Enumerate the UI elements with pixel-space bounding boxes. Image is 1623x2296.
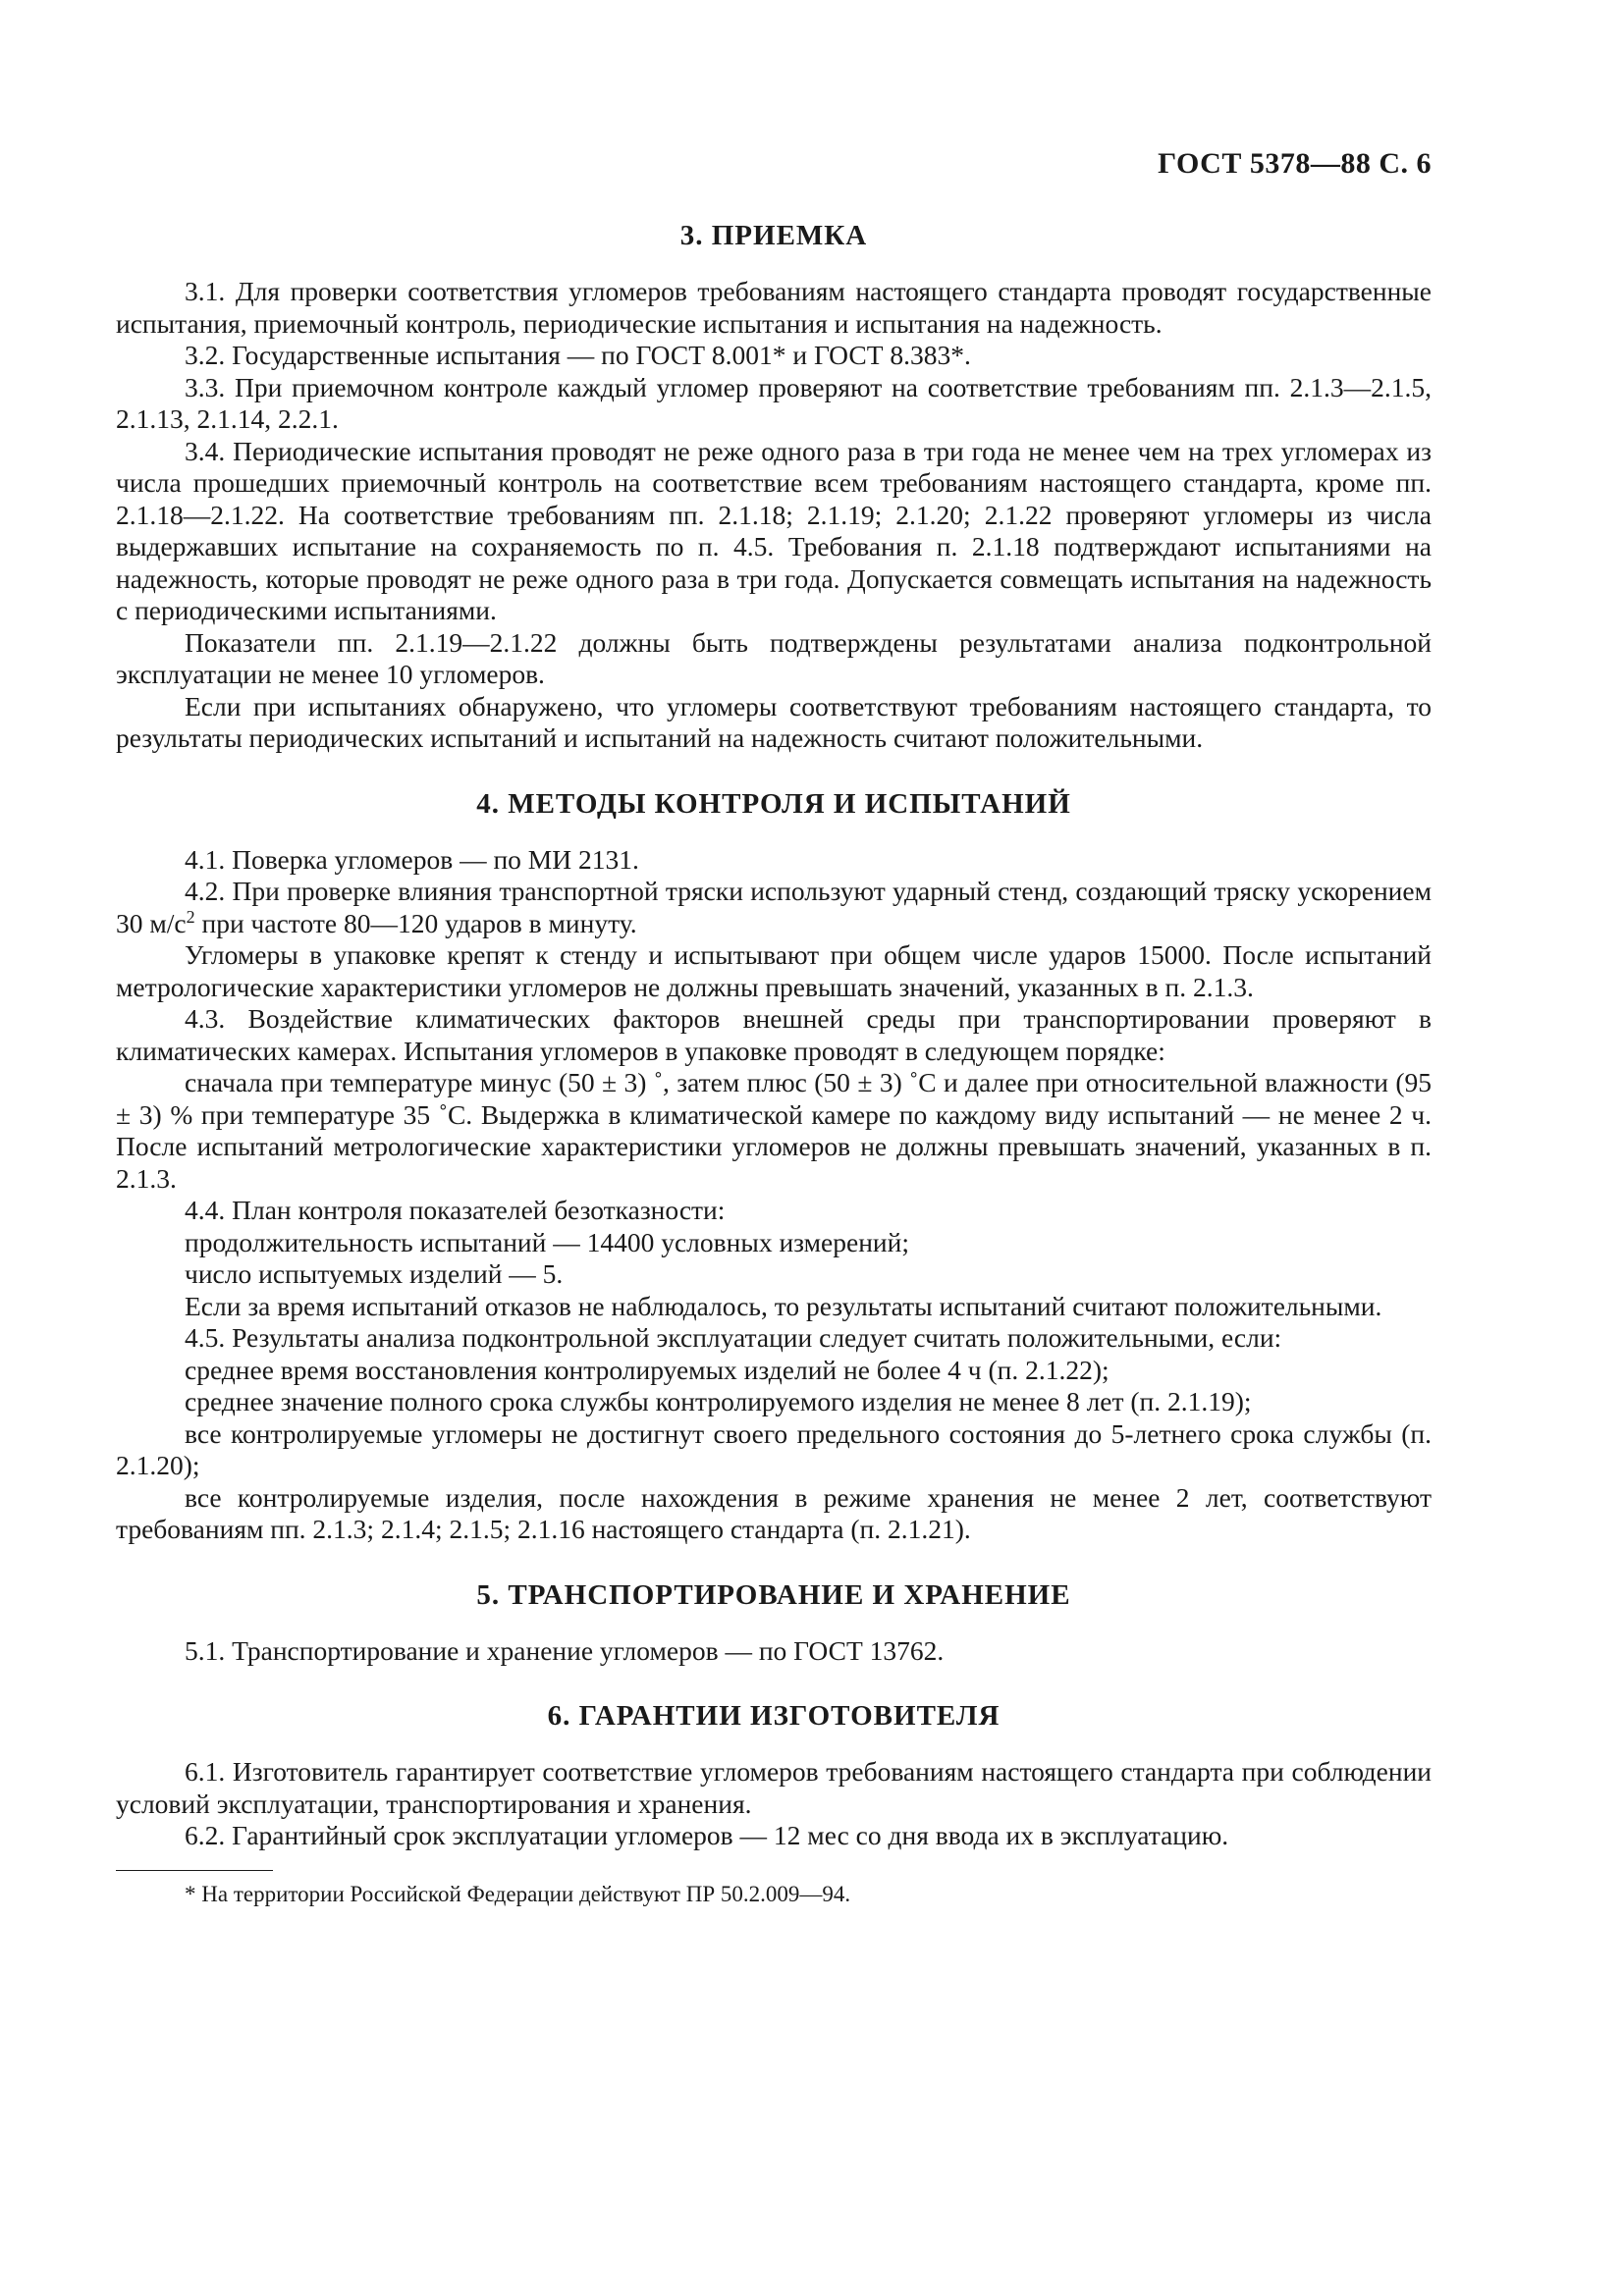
footnote: * На территории Российской Федерации действуют ПР 50.2.009—94. <box>185 1881 851 1906</box>
footnote-divider <box>116 1870 273 1871</box>
section-title: 5. ТРАНСПОРТИРОВАНИЕ И ХРАНЕНИЕ <box>476 1578 1071 1611</box>
section-title: 3. ПРИЕМКА <box>679 220 868 251</box>
paragraph: число испытуемых изделий — 5. <box>185 1258 564 1289</box>
paragraph: среднее значение полного срока службы контролируемого изделия не менее 8 лет (п. 2.1.19); <box>185 1386 1252 1416</box>
paragraph: Если за время испытаний отказов не наблюдалось, то результаты испытаний считают положительными. <box>185 1290 1382 1321</box>
paragraph: сначала при температуре минус (50 ± 3) ˚, затем плюс (50 ± 3) ˚С и далее при относительной влажности (95 ± 3) % при температуре 35 ˚С. Выдержка в климатической камере по каждому виду испытаний — не менее 2 ч. После испытаний метрологические характеристики угломеров не должны превышать значений, указанных в п. 2.1.3. <box>116 1067 1432 1194</box>
section-title: 4. МЕТОДЫ КОНТРОЛЯ И ИСПЫТАНИЙ <box>476 787 1071 820</box>
paragraph: все контролируемые изделия, после нахождения в режиме хранения не менее 2 лет, соответствуют требованиям пп. 2.1.3; 2.1.4; 2.1.5; 2.1.16 настоящего стандарта (п. 2.1.21). <box>116 1481 1432 1544</box>
paragraph-with-superscript <box>116 876 1432 939</box>
paragraph: 6.2. Гарантийный срок эксплуатации угломеров — 12 мес со дня ввода их в эксплуатацию. <box>185 1820 1229 1850</box>
paragraph: 3.2. Государственные испытания — по ГОСТ 8.001* и ГОСТ 8.383*. <box>185 340 971 370</box>
paragraph-text: 4.2. При проверке влияния транспортной тряски используют ударный стенд, создающий тряску ускорением 30 м/с <box>116 876 1432 938</box>
running-header: ГОСТ 5378—88 С. 6 <box>1158 147 1432 180</box>
paragraph: продолжительность испытаний — 14400 условных измерений; <box>185 1226 910 1257</box>
document-page <box>116 147 1432 1908</box>
section-transport-storage <box>116 1579 1432 1668</box>
paragraph: Угломеры в упаковке крепят к стенду и испытывают при общем числе ударов 15000. После испытаний метрологические характеристики угломеров не должны превышать значений, указанных в п. 2.1.3. <box>116 939 1432 1002</box>
superscript: 2 <box>186 906 195 927</box>
paragraph: 4.3. Воздействие климатических факторов внешней среды при транспортировании проверяют в климатических камерах. Испытания угломеров в упаковке проводят в следующем порядке: <box>116 1003 1432 1066</box>
paragraph-text: при частоте 80—120 ударов в минуту. <box>194 907 637 938</box>
paragraph: 3.1. Для проверки соответствия угломеров требованиям настоящего стандарта проводят государственные испытания, приемочный контроль, периодические испытания и испытания на надежность. <box>116 276 1432 339</box>
paragraph: 5.1. Транспортирование и хранение угломеров — по ГОСТ 13762. <box>185 1634 945 1666</box>
section-warranty <box>116 1700 1432 1852</box>
paragraph: 4.1. Поверка угломеров — по МИ 2131. <box>185 843 639 875</box>
paragraph: 3.3. При приемочном контроле каждый угломер проверяют на соответствие требованиям пп. 2.1.3—2.1.5, 2.1.13, 2.1.14, 2.2.1. <box>116 371 1432 434</box>
paragraph: среднее время восстановления контролируемых изделий не более 4 ч (п. 2.1.22); <box>185 1354 1109 1385</box>
section-acceptance <box>116 220 1432 755</box>
section-title: 6. ГАРАНТИИ ИЗГОТОВИТЕЛЯ <box>547 1700 1001 1732</box>
paragraph: 6.1. Изготовитель гарантирует соответствие угломеров требованиям настоящего стандарта при соблюдении условий эксплуатации, транспортирования и хранения. <box>116 1756 1432 1819</box>
paragraph: Показатели пп. 2.1.19—2.1.22 должны быть подтверждены результатами анализа подконтрольной эксплуатации не менее 10 угломеров. <box>116 626 1432 689</box>
paragraph: 3.4. Периодические испытания проводят не реже одного раза в три года не менее чем на трех угломерах из числа прошедших приемочный контроль на соответствие всем требованиям настоящего стандарта, кроме пп. 2.1.18—2.1.22. На соответствие требованиям пп. 2.1.18; 2.1.19; 2.1.20; 2.1.22 проверяют угломеры из числа выдержавших испытание на сохраняемость по п. 4.5. Требования п. 2.1.18 подтверждают испытаниями на надежность, которые проводят не реже одного раза в три года. Допускается совмещать испытания на надежность с периодическими испытаниями. <box>116 435 1432 625</box>
paragraph: Если при испытаниях обнаружено, что угломеры соответствуют требованиям настоящего стандарта, то результаты периодических испытаний и испытаний на надежность считают положительными. <box>116 690 1432 753</box>
paragraph: 4.4. План контроля показателей безотказности: <box>185 1195 726 1225</box>
paragraph: все контролируемые угломеры не достигнут своего предельного состояния до 5-летнего срока службы (п. 2.1.20); <box>116 1417 1432 1480</box>
paragraph: 4.5. Результаты анализа подконтрольной эксплуатации следует считать положительными, если: <box>185 1322 1282 1353</box>
section-test-methods <box>116 788 1432 1546</box>
